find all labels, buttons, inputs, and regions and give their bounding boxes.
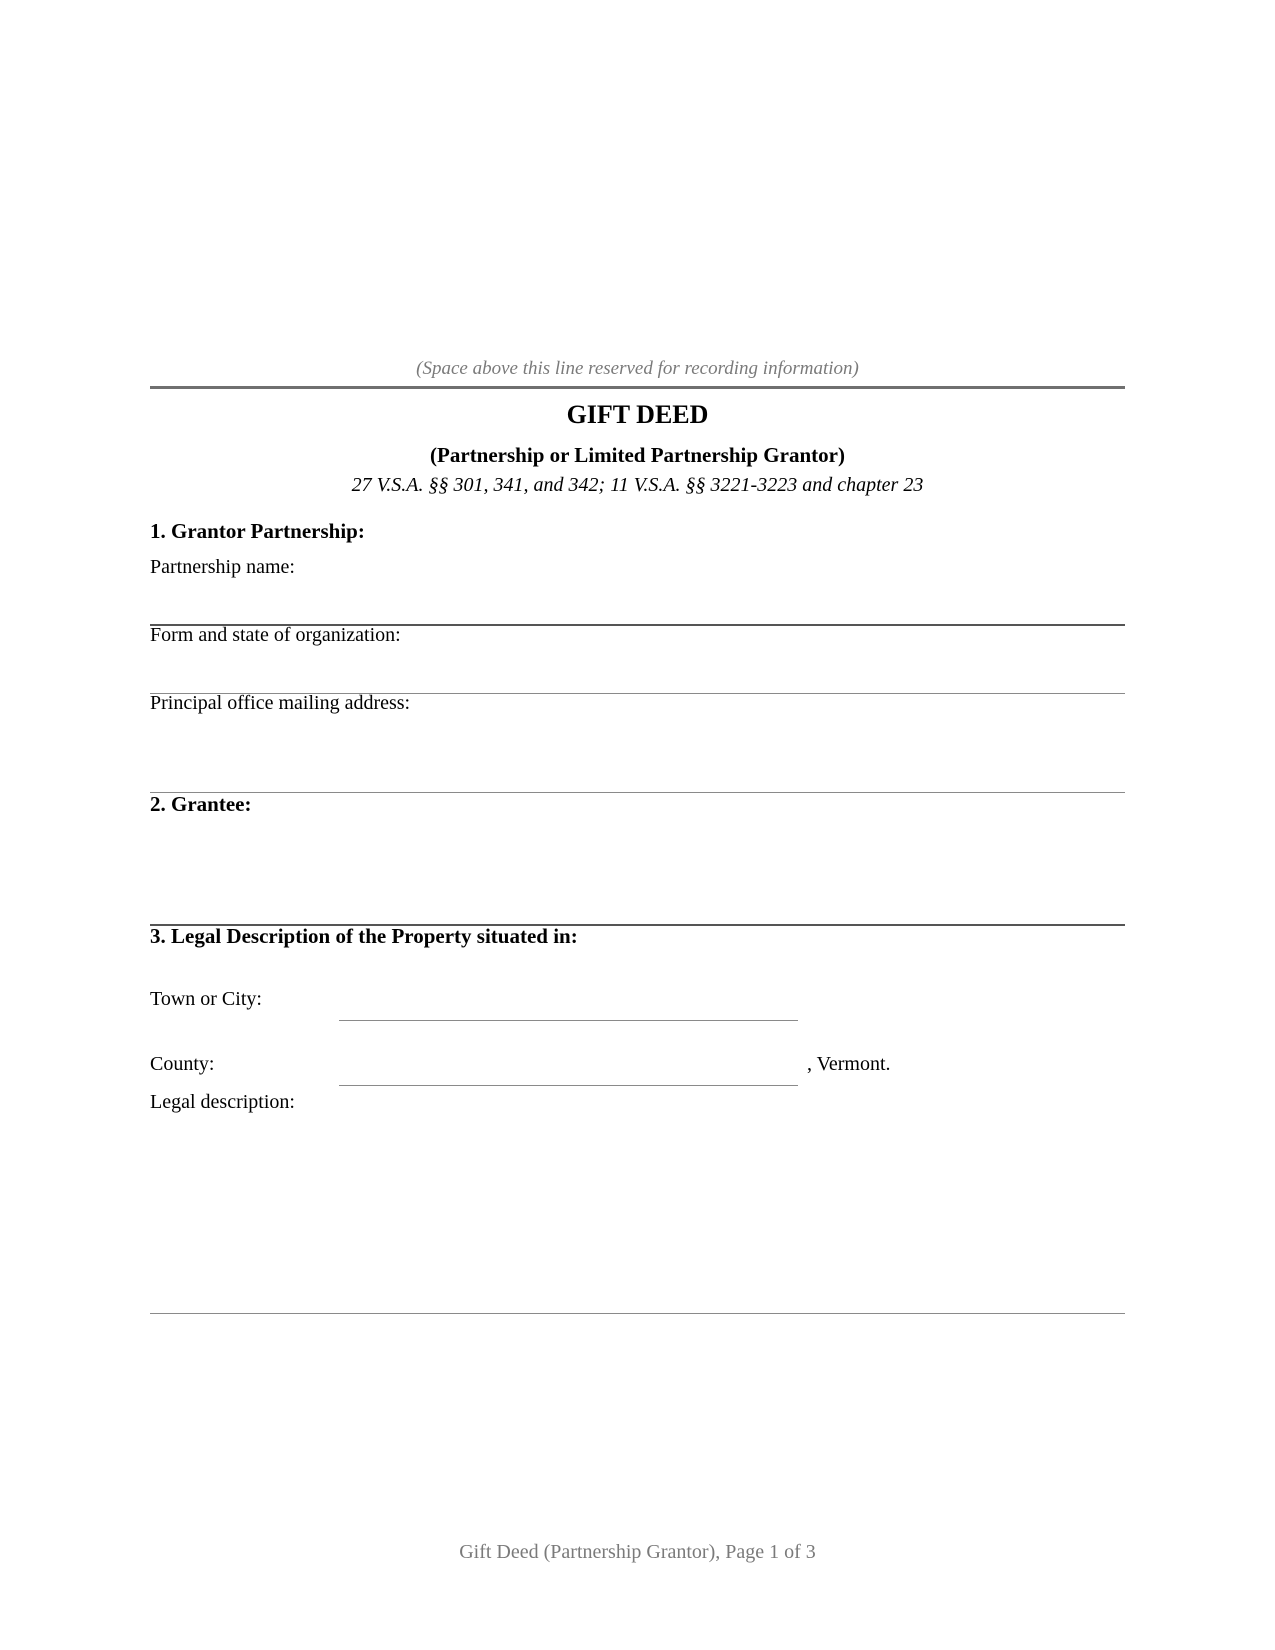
- section-2-heading: 2. Grantee:: [150, 792, 252, 816]
- legal-description-label: Legal description:: [150, 1091, 295, 1113]
- mailing-address-field[interactable]: [150, 792, 1125, 793]
- section-1-heading: 1. Grantor Partnership:: [150, 519, 365, 543]
- page-footer: Gift Deed (Partnership Grantor), Page 1 of 3: [459, 1541, 816, 1563]
- legal-description-field[interactable]: [150, 1313, 1125, 1314]
- mailing-address-label: Principal office mailing address:: [150, 692, 411, 714]
- recording-note: (Space above this line reserved for recording information): [416, 358, 859, 379]
- document-subtitle: (Partnership or Limited Partnership Grantor): [430, 443, 845, 467]
- partnership-name-label: Partnership name:: [150, 556, 295, 578]
- county-label: County:: [150, 1053, 215, 1075]
- county-suffix: , Vermont.: [807, 1053, 891, 1075]
- county-field[interactable]: [339, 1085, 798, 1086]
- section-3-heading: 3. Legal Description of the Property situated in:: [150, 924, 578, 948]
- form-state-label: Form and state of organization:: [150, 624, 401, 646]
- town-field[interactable]: [339, 1020, 798, 1021]
- recording-divider: [150, 386, 1125, 389]
- document-title: GIFT DEED: [566, 400, 709, 429]
- town-label: Town or City:: [150, 988, 262, 1010]
- statute-citation: 27 V.S.A. §§ 301, 341, and 342; 11 V.S.A. §§ 3221-3223 and chapter 23: [351, 474, 924, 496]
